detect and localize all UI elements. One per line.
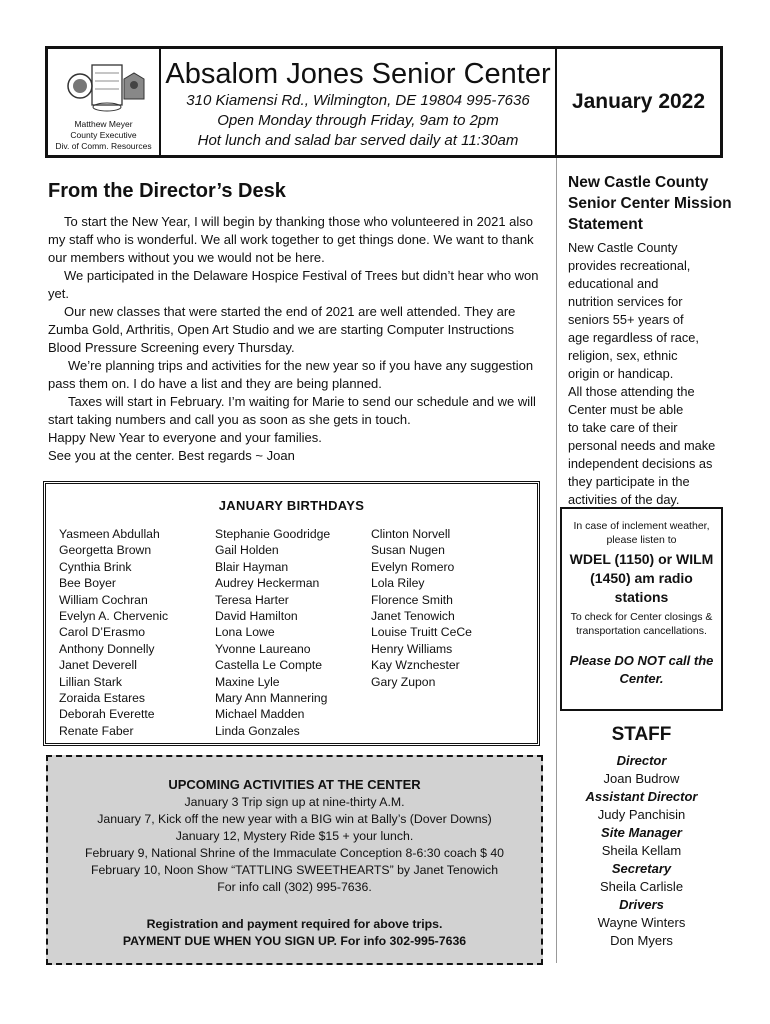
birthday-column — [371, 526, 527, 739]
birthday-name: Janet Tenowich — [371, 609, 455, 624]
staff-heading: STAFF — [611, 724, 672, 745]
mission-line: they participate in the — [568, 474, 690, 489]
birthday-name: Blair Hayman — [215, 559, 289, 574]
staff-name: Sheila Kellam — [601, 843, 682, 858]
staff-list — [560, 724, 723, 950]
birthdays-box — [43, 481, 540, 746]
birthday-name: Lillian Stark — [59, 674, 122, 689]
birthday-name: David Hamilton — [215, 609, 298, 624]
registration-line: Registration and payment required for above trips. — [146, 917, 443, 931]
mission-line: educational and — [568, 276, 659, 291]
staff-role: Drivers — [619, 897, 664, 912]
birthday-name: Yvonne Laureano — [215, 641, 311, 656]
director-paragraph: We participated in the Delaware Hospice Festival of Trees but didn’t hear who won yet. — [48, 268, 539, 301]
birthday-name: Audrey Heckerman — [215, 576, 320, 591]
issue-date: January 2022 — [571, 90, 706, 113]
mission-line: provides recreational, — [568, 258, 691, 273]
birthday-name: Mary Ann Mannering — [215, 691, 328, 706]
mission-line: New Castle County — [568, 240, 678, 255]
staff-name: Don Myers — [610, 933, 673, 948]
do-not-call-warning: Please DO NOT call the Center. — [569, 653, 714, 686]
caption-line: County Executive — [70, 130, 137, 140]
director-signoff: See you at the center. Best regards ~ Joan — [48, 448, 295, 463]
birthday-name: Gary Zupon — [371, 674, 436, 689]
mission-line: activities of the day. — [568, 492, 680, 507]
mission-statement — [568, 172, 738, 509]
birthday-name: Stephanie Goodridge — [215, 527, 331, 541]
caption-line: Div. of Comm. Resources — [55, 141, 152, 151]
radio-stations: WDEL (1150) or WILM (1450) am radio stations — [569, 551, 714, 605]
birthday-name: Castella Le Compte — [215, 658, 323, 673]
mission-heading: New Castle County Senior Center Mission Statement — [568, 174, 732, 233]
activity-item: January 12, Mystery Ride $15 + your lunch. — [175, 829, 414, 843]
birthday-columns — [59, 526, 537, 739]
caption-line: Matthew Meyer — [74, 119, 133, 129]
activity-info: For info call (302) 995-7636. — [217, 880, 372, 894]
birthday-name: Susan Nugen — [371, 543, 445, 558]
mission-line: All those attending the — [568, 384, 695, 399]
birthday-name: Lola Riley — [371, 576, 425, 591]
county-panel — [48, 49, 161, 155]
birthdays-heading: JANUARY BIRTHDAYS — [218, 498, 365, 513]
mission-line: age regardless of race, — [568, 330, 699, 345]
director-paragraph: Taxes will start in February. I’m waiting for Marie to send our schedule and we will start taking numbers and call you as soon as she gets in touch. — [48, 394, 536, 427]
mission-line: religion, sex, ethnic — [568, 348, 678, 363]
director-closing: Happy New Year to everyone and your families. — [48, 430, 322, 445]
activities-heading: UPCOMING ACTIVITIES AT THE CENTER — [168, 777, 421, 792]
mission-line: to take care of their — [568, 420, 678, 435]
birthday-name: William Cochran — [59, 592, 148, 607]
county-seal-icon — [58, 59, 150, 113]
birthday-name: Georgetta Brown — [59, 543, 152, 558]
birthday-name: Maxine Lyle — [215, 674, 280, 689]
staff-name: Wayne Winters — [597, 915, 686, 930]
center-title: Absalom Jones Senior Center — [165, 58, 551, 90]
director-paragraph: We’re planning trips and activities for the new year so if you have any suggestion pass them on. I do have a list and they are being planned. — [48, 358, 534, 391]
birthday-name: Yasmeen Abdullah — [59, 527, 160, 541]
birthday-column — [59, 526, 215, 739]
birthday-name: Michael Madden — [215, 707, 305, 722]
mission-text — [568, 239, 738, 509]
issue-date-panel — [557, 49, 720, 155]
mission-line: Center must be able — [568, 402, 684, 417]
mission-line: seniors 55+ years of — [568, 312, 684, 327]
staff-name: Joan Budrow — [603, 771, 680, 786]
column-divider — [556, 158, 557, 963]
birthday-name: Anthony Donnelly — [59, 641, 155, 656]
activity-item: February 9, National Shrine of the Immaculate Conception 8-6:30 coach $ 40 — [84, 846, 505, 860]
weather-intro: In case of inclement weather, please listen to — [573, 520, 710, 546]
lunch-line: Hot lunch and salad bar served daily at 11:30am — [197, 132, 519, 149]
staff-role: Site Manager — [601, 825, 682, 840]
birthday-name: Bee Boyer — [59, 576, 116, 591]
birthday-name: Clinton Norvell — [371, 527, 451, 541]
birthday-name: Louise Truitt CeCe — [371, 625, 472, 640]
staff-role: Assistant Director — [585, 789, 698, 804]
birthday-name: Cynthia Brink — [59, 559, 132, 574]
center-info — [161, 49, 557, 155]
activity-item: January 7, Kick off the new year with a BIG win at Bally’s (Dover Downs) — [97, 812, 492, 826]
birthday-name: Lona Lowe — [215, 625, 275, 640]
birthday-column — [215, 526, 371, 739]
mission-line: independent decisions as — [568, 456, 713, 471]
payment-line: PAYMENT DUE WHEN YOU SIGN UP. For info 302-995-7636 — [122, 934, 467, 948]
mission-line: personal needs and make — [568, 438, 716, 453]
birthday-name: Renate Faber — [59, 723, 134, 738]
staff-role: Secretary — [611, 861, 672, 876]
directors-desk-heading: From the Director’s Desk — [48, 180, 286, 202]
address-line: 310 Kiamensi Rd., Wilmington, DE 19804 995-7636 — [186, 92, 530, 109]
birthday-name: Janet Deverell — [59, 658, 137, 673]
activity-item: February 10, Noon Show “TATTLING SWEETHEARTS” by Janet Tenowich — [90, 863, 499, 877]
activity-item: January 3 Trip sign up at nine-thirty A.M. — [184, 795, 405, 809]
birthday-name: Evelyn Romero — [371, 559, 455, 574]
staff-name: Sheila Carlisle — [599, 879, 684, 894]
weather-notice — [560, 507, 723, 711]
masthead — [45, 46, 723, 158]
birthday-name: Linda Gonzales — [215, 723, 300, 738]
birthday-name: Carol D’Erasmo — [59, 625, 146, 640]
birthday-name: Zoraida Estares — [59, 691, 146, 706]
mission-line: origin or handicap. — [568, 366, 674, 381]
staff-name: Judy Panchisin — [597, 807, 686, 822]
hours-line: Open Monday through Friday, 9am to 2pm — [217, 112, 499, 129]
birthday-name: Evelyn A. Chervenic — [59, 609, 169, 624]
director-paragraph: To start the New Year, I will begin by thanking those who volunteered in 2021 also my staff who is wonderful. We all work together to get things done. We want to thank our members without you we would not be here. — [48, 214, 534, 265]
registration-note — [48, 916, 541, 950]
birthday-name: Deborah Everette — [59, 707, 155, 722]
birthday-name: Florence Smith — [371, 592, 453, 607]
directors-desk — [48, 180, 542, 465]
birthday-name: Henry Williams — [371, 641, 453, 656]
mission-line: nutrition services for — [568, 294, 683, 309]
birthday-name: Teresa Harter — [215, 592, 289, 607]
upcoming-activities-box — [46, 755, 543, 965]
county-caption — [48, 119, 159, 152]
closings-note: To check for Center closings & transportation cancellations. — [570, 611, 713, 637]
director-paragraph: Our new classes that were started the end of 2021 are well attended. They are Zumba Gold, Arthritis, Open Art Studio and we are starting Computer Instructions Blood Pressure Screening every Thursday. — [48, 304, 516, 355]
birthday-name: Kay Wznchester — [371, 658, 460, 673]
staff-role: Director — [616, 753, 667, 768]
birthday-name: Gail Holden — [215, 543, 279, 558]
